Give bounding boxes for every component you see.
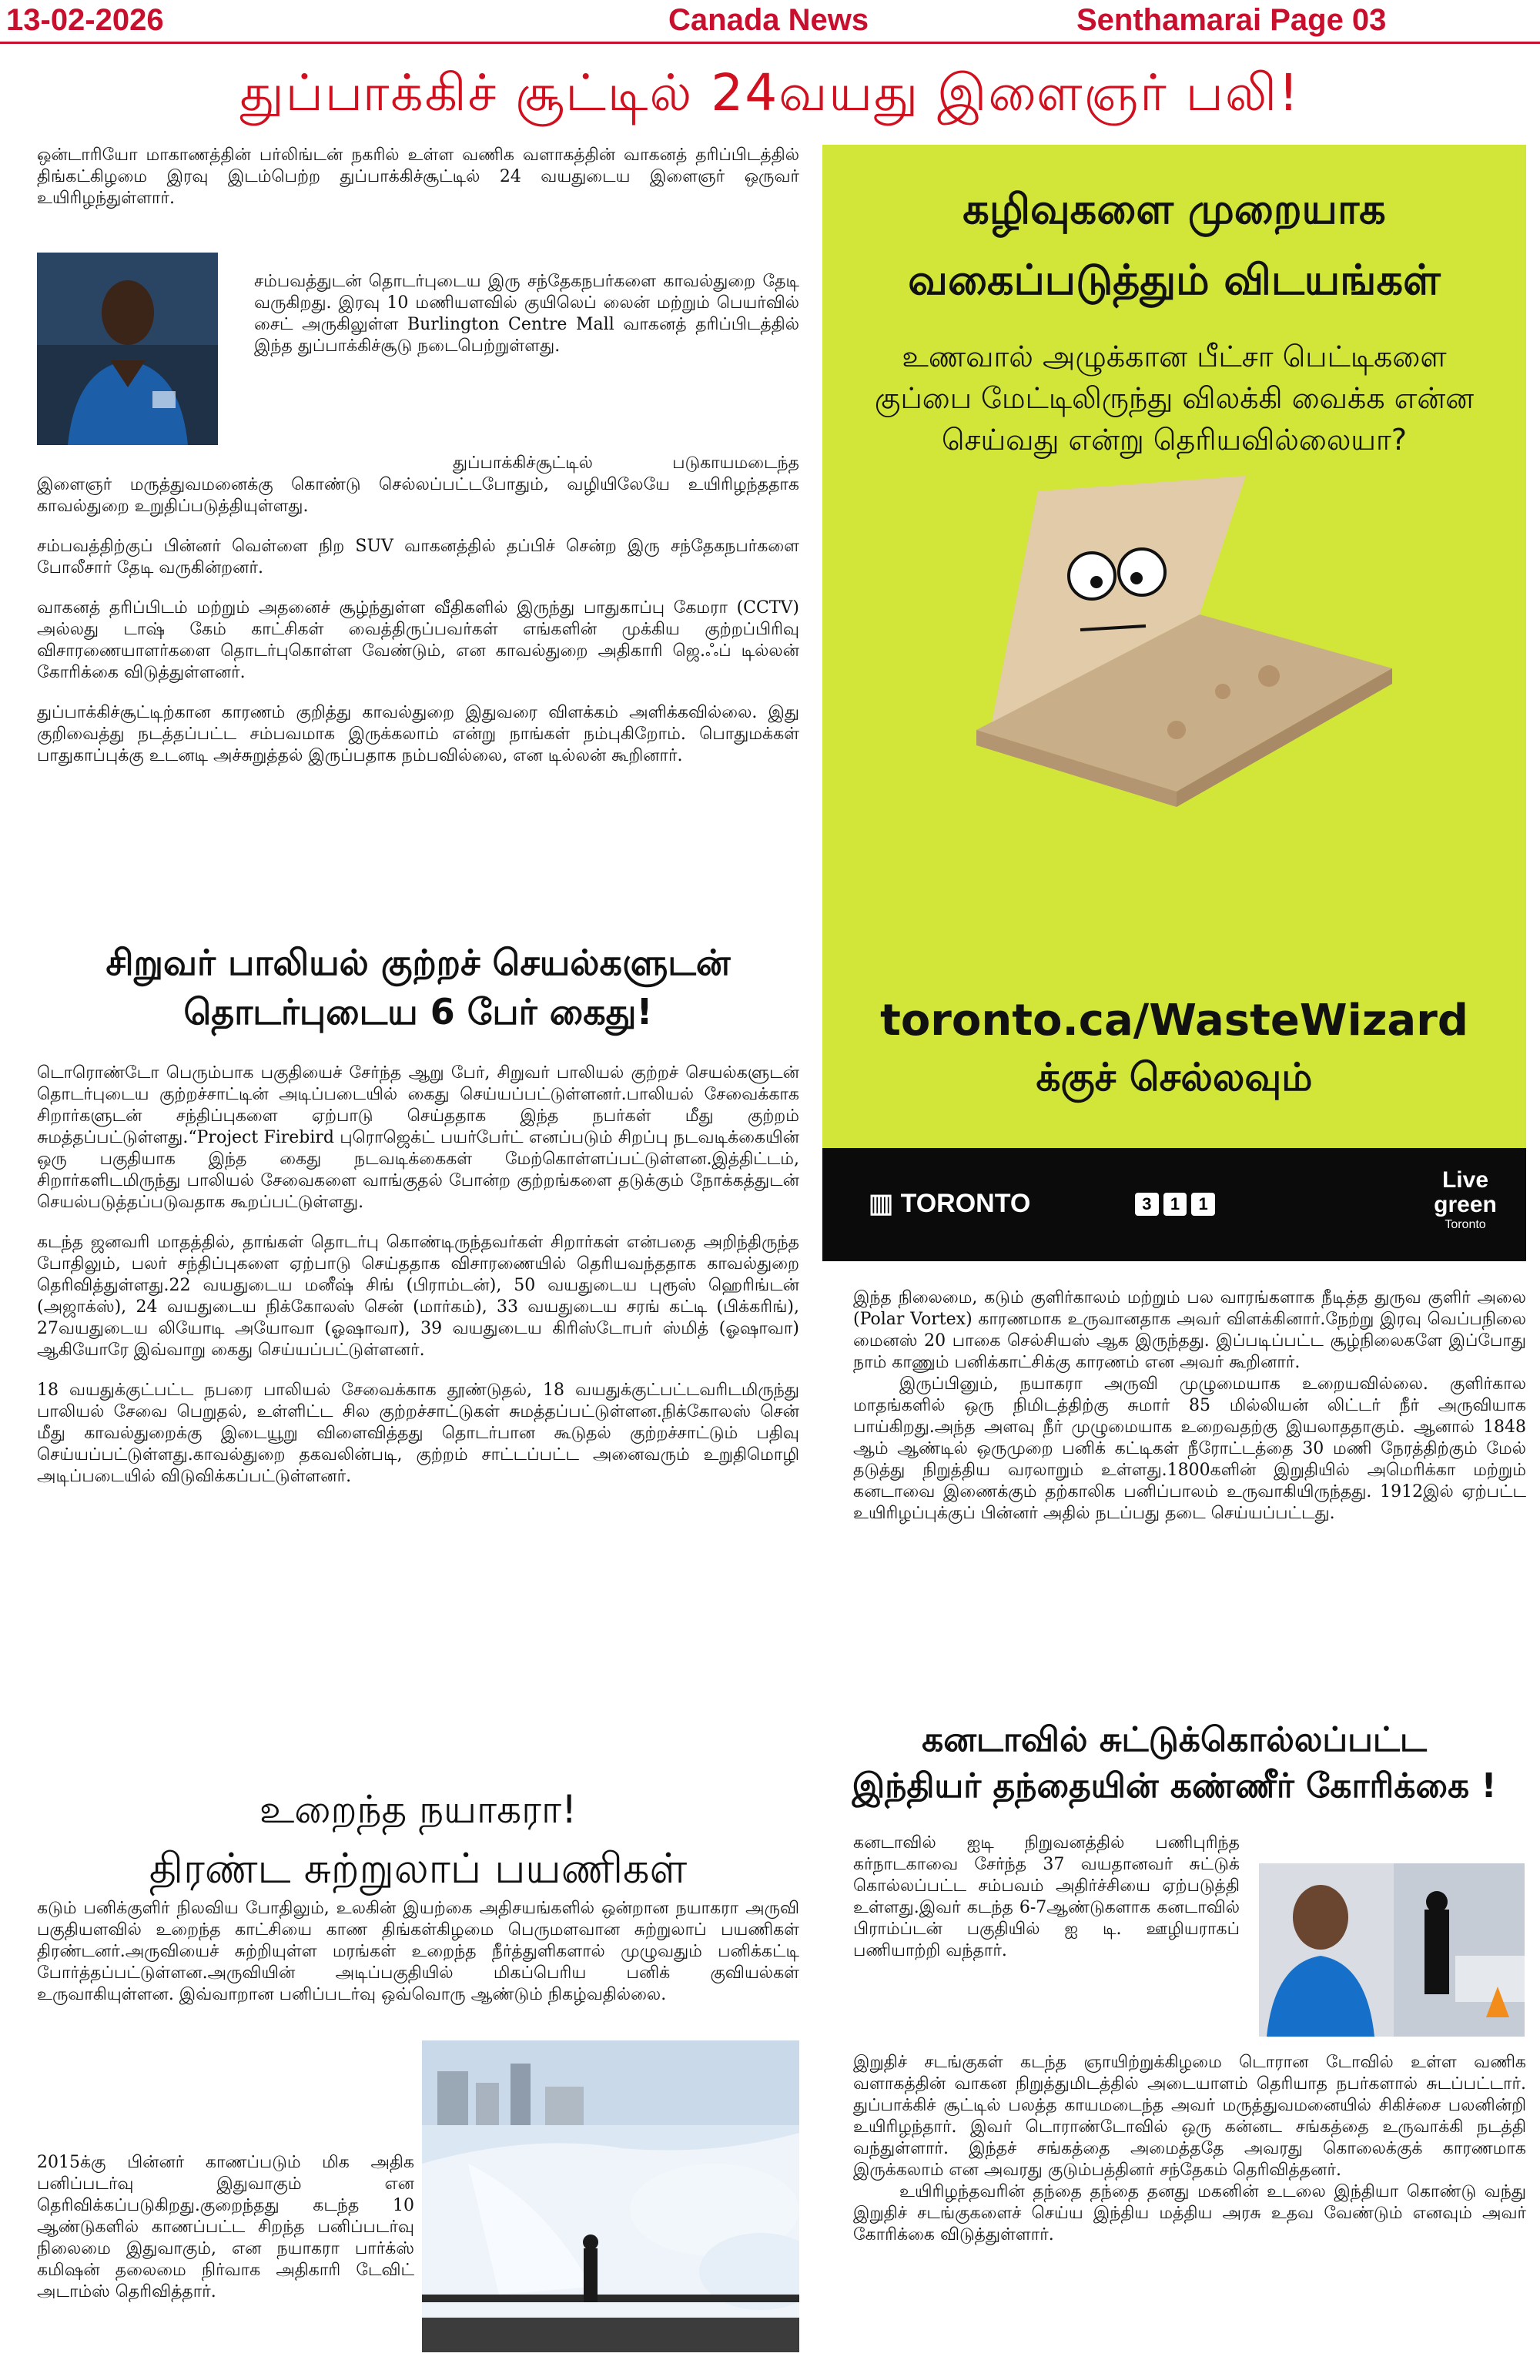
ad-title-line1: கழிவுகளை முறையாக xyxy=(962,185,1386,233)
article1-intro-text: ஒன்டாரியோ மாகாணத்தின் பர்லிங்டன் நகரில் உள்ள வணிக வளாகத்தின் வாகனத் தரிப்பிடத்தில் திங்கட்கிழமை இரவு இடம்பெற்ற துப்பாக்கிச்சூட்டில் 24 வயதுடைய இளைஞர் ஒருவர் உயிரிழந்துள்ளார். xyxy=(37,146,799,208)
article1-p5-text: துப்பாக்கிச்சூட்டிற்கான காரணம் குறித்து காவல்துறை இதுவரை விளக்கம் அளிக்கவில்லை. இது குறிவைத்து நடத்தப்பட்ட சம்பவமாக இருக்கலாம் என்று நாங்கள் நம்புகிறோம். பொதுமக்கள் பாதுகாப்புக்கு உடனடி அச்சுறுத்தல் இருப்பதாக நம்பவில்லை, என டில்லன் கூறினார். xyxy=(37,703,799,765)
logo-311-digit: 1 xyxy=(1163,1193,1187,1216)
article5-body xyxy=(853,2052,1526,2379)
article3-p2 xyxy=(37,2152,414,2329)
section-name: Canada News xyxy=(668,3,869,37)
article1-p1-text: சம்பவத்துடன் தொடர்புடைய இரு சந்தேகநபர்களை காவல்துறை தேடி வருகிறது. இரவு 10 மணியளவில் குயிலெப் லைன் மற்றும் பெயர்வில் சைட் அருகிலுள்ள Burlington Centre Mall வாகனத் தரிப்பிடத்தில் இந்த துப்பாக்கிச்சூடு நடைபெற்றுள்ளது. xyxy=(254,272,799,356)
article3-p2-text: 2015க்கு பின்னர் காணப்படும் மிக அதிக பனிப்படர்வு இதுவாகும் என தெரிவிக்கப்படுகிறது.குறைந்தது கடந்த 10 ஆண்டுகளில் காணப்பட்ட சிறந்த பனிப்படர்வு நிலைமை இதுவாகும், என நயாகரா பார்க்ஸ் கமிஷன் தலைமை நிர்வாக அதிகாரி டேவிட் அடாம்ஸ் தெரிவித்தார். xyxy=(37,2153,414,2301)
article2-p2-text: கடந்த ஜனவரி மாதத்தில், தாங்கள் தொடர்பு கொண்டிருந்தவர்கள் சிறார்கள் என்பதை அறிந்திருந்த போதிலும், பலர் சந்திப்புகளை ஏற்பாடு செய்ததாக விசாரணையில் தெரியவந்ததாக காவல்துறை தெரிவித்துள்ளது.22 வயதுடைய மனீஷ் சிங் (பிராம்டன்), 50 வயதுடைய புரூஸ் ஹெரிங்டன் (அஜாக்ஸ்), 24 வயதுடைய நிக்கோலஸ் சென் (மார்கம்), 33 வயதுடைய சரங் கட்டி (பிக்கரிங்), 27வயதுடைய லியோடி அயோவா (ஓஷாவா), 39 வயதுடைய கிரிஸ்டோபர் ஸ்மித் (ஓஷாவா) ஆகியோரே இவ்வாறு கைது செய்யப்பட்டுள்ளனர். xyxy=(37,1233,799,1360)
ad-subtitle: உணவால் அழுக்கான பீட்சா பெட்டிகளை குப்பை மேட்டிலிருந்து விலக்கி வைக்க என்ன செய்வது என்று தெரியவில்லையா? xyxy=(874,340,1475,457)
logo-311-digit: 3 xyxy=(1135,1193,1159,1216)
article3-p1-text: கடும் பனிக்குளிர் நிலவிய போதிலும், உலகின் இயற்கை அதிசயங்களில் ஒன்றான நயாகரா அருவி பகுதியளவில் உறைந்த காட்சியை காண திங்கள்கிழமை பெருமளவான சுற்றுலாப் பயணிகள் திரண்டனர்.அருவியைச் சுற்றியுள்ள மரங்கள் உறைந்த நீர்த்துளிகளால் முழுவதும் பனிக்கட்டி போர்த்தப்பட்டுள்ளன.அருவியின் அடிப்பகுதியில் மிகப்பெரிய பனிக் குவியல்கள் உருவாகியுள்ளன. இவ்வாறான பனிப்படர்வு ஒவ்வொரு ஆண்டும் நிகழ்வதில்லை. xyxy=(37,1899,799,2004)
article1-p2-text: துப்பாக்கிச்சூட்டில் படுகாயமடைந்த இளைஞர் மருத்துவமனைக்கு கொண்டு செல்லப்பட்டபோதும், வழியிலேயே உயிரிழந்ததாக காவல்துறை உறுதிப்படுத்தியுள்ளது. xyxy=(37,454,799,516)
article4-p1-text: இந்த நிலைமை, கடும் குளிர்காலம் மற்றும் பல வாரங்களாக நீடித்த துருவ குளிர் அலை (Polar Vortex) காரணமாக உருவானதாக அவர் விளக்கினார்.நேற்று இரவு வெப்பநிலை மைனஸ் 20 பாகை செல்சியஸ் ஆக இருந்தது. இப்படிப்பட்ட சூழ்நிலைகளே இப்போது நாம் காணும் பனிக்காட்சிக்கு காரணம் என அவர் கூறினார். xyxy=(853,1288,1526,1372)
article5-victim-photo xyxy=(1259,1863,1525,2037)
article5-p3-text: உயிரிழந்தவரின் தந்தை தந்தை தனது மகனின் உடலை இந்தியா கொண்டு வந்து இறுதிச் சடங்குகளைச் செய்ய இந்திய மத்திய அரசு உதவ வேண்டும் எனவும் அவர் கோரிக்கை விடுத்துள்ளார். xyxy=(853,2182,1526,2244)
live-green-live: Live xyxy=(1441,1167,1489,1193)
toronto-logo xyxy=(869,1187,1030,1220)
article1-p1 xyxy=(254,271,799,473)
ad-footer xyxy=(822,1148,1526,1261)
toronto-logo-text: TORONTO xyxy=(900,1189,1031,1218)
article1-body xyxy=(37,453,799,984)
article4-p2-text: இருப்பினும், நயாகரா அருவி முழுமையாக உறையவில்லை. குளிர்கால மாதங்களில் ஒரு நிமிடத்திற்கு சுமார் 85 மில்லியன் லிட்டர் நீர் அருவியாக பாய்கிறது.அந்த அளவு நீர் முழுமையாக உறைவதற்கு இயலாததாகும். ஆனால் 1848 ஆம் ஆண்டில் ஒருமுறை பனிக் கட்டிகள் நீரோட்டத்தை 30 மணி நேரத்திற்கும் மேல் தடுத்து நிறுத்திய வரலாறும் உள்ளது.1800களின் இறுதியில் அமெரிக்கா மற்றும் கனடாவை இணைக்கும் தற்காலிக பனிப்பாலம் உருவாகியிருந்தது. 1912இல் ஏற்பட்ட உயிரிழப்புக்குப் பின்னர் அதில் நடப்பது தடை செய்யப்பட்டது. xyxy=(853,1374,1526,1523)
live-green-green: green xyxy=(1434,1192,1497,1217)
ad-url[interactable]: toronto.ca/WasteWizard xyxy=(880,996,1468,1046)
city-hall-icon: ▥ xyxy=(869,1189,901,1218)
article5-p2-text: இறுதிச் சடங்குகள் கடந்த ஞாயிற்றுக்கிழமை டொரான டோவில் உள்ள வணிக வளாகத்தின் வாகன நிறுத்துமிடத்தில் அடையாளம் தெரியாத நபர்களால் சுடப்பட்டார். துப்பாக்கிச் சூட்டில் பலத்த காயமடைந்த அவர் மருத்துவமனையில் சிகிச்சை பலனின்றி உயிரிழந்தார். இவர் டொராண்டோவில் ஒரு கன்னட சங்கத்தை உருவாக்கி நடத்தி வந்துள்ளார். இந்தச் சங்கத்தை அமைத்ததே அவரது கொலைக்குக் காரணமாக இருக்கலாம் என அவரது குடும்பத்தினர் சந்தேகம் தெரிவித்தனர். xyxy=(853,2053,1526,2180)
live-green-logo xyxy=(1423,1168,1508,1233)
ad-url-suffix: க்குச் செல்லவும் xyxy=(1036,1055,1313,1100)
article2-headline-line1: சிறுவர் பாலியல் குற்றச் செயல்களுடன் xyxy=(105,942,731,983)
ad-title xyxy=(822,174,1526,316)
page-label: Senthamarai Page 03 xyxy=(1076,3,1387,37)
main-headline: துப்பாக்கிச் சூட்டில் 24வயது இளைஞர் பலி! xyxy=(239,63,1301,122)
niagara-frozen-photo xyxy=(422,2040,799,2352)
waste-wizard-ad[interactable] xyxy=(822,145,1526,1261)
article5-p1 xyxy=(853,1833,1240,2033)
issue-date: 13-02-2026 xyxy=(6,3,164,37)
article2-p3-text: 18 வயதுக்குட்பட்ட நபரை பாலியல் சேவைக்காக தூண்டுதல், 18 வயதுக்குட்பட்டவரிடமிருந்து பாலியல் சேவை பெறுதல், உள்ளிட்ட சில குற்றச்சாட்டுகள் சுமத்தப்பட்டுள்ளன.நிக்கோலஸ் சென் மீது காவல்துறைக்கு இடையூறு விளைவித்தது தொடர்பான கூடுதல் குற்றச்சாட்டும் பதிவு செய்யப்பட்டுள்ளது.காவல்துறை தகவலின்படி, குற்றம் சாட்டப்பட்ட அனைவரும் உறுதிமொழி அடிப்படையில் விடுவிக்கப்பட்டுள்ளனர். xyxy=(37,1381,799,1486)
live-green-city: Toronto xyxy=(1445,1218,1486,1231)
article1-p4-text: வாகனத் தரிப்பிடம் மற்றும் அதனைச் சூழ்ந்துள்ள வீதிகளில் இருந்து பாதுகாப்பு கேமரா (CCTV) அல்லது டாஷ் கேம் காட்சிகள் வைத்திருப்பவர்கள் எங்களின் முக்கிய குற்றப்பிரிவு விசாரணையாளர்களை தொடர்புகொள்ள வேண்டும், என காவல்துறை அதிகாரி ஜெ.ஃப் டில்லன் கோரிக்கை விடுத்துள்ளனர். xyxy=(37,598,799,682)
header-rule xyxy=(0,42,1540,44)
pizza-box-illustration xyxy=(946,476,1408,807)
ad-title-line2: வகைப்படுத்தும் விடயங்கள் xyxy=(908,256,1441,304)
article4-body xyxy=(853,1287,1526,1688)
article5-headline-line1: கனடாவில் சுட்டுக்கொல்லப்பட்ட xyxy=(922,1720,1427,1759)
logo-311 xyxy=(1135,1193,1215,1216)
article3-headline-line1: உறைந்த நயாகரா! xyxy=(259,1787,578,1832)
article2-headline-line2: தொடர்புடைய 6 பேர் கைது! xyxy=(183,991,653,1033)
article1-intro xyxy=(37,145,799,246)
article3-p1 xyxy=(37,1898,799,2037)
article5-headline-line2: இந்தியர் தந்தையின் கண்ணீர் கோரிக்கை ! xyxy=(852,1766,1497,1806)
article2-body xyxy=(37,1063,799,1740)
article5-p1-text: கனடாவில் ஐடி நிறுவனத்தில் பணிபுரிந்த கர்நாடகாவை சேர்ந்த 37 வயதானவர் சுட்டுக் கொல்லப்பட்ட சம்பவம் அதிர்ச்சியை ஏற்படுத்தி உள்ளது.இவர் கடந்த 6-7ஆண்டுகளாக கனடாவில் பிராம்ப்டன் பகுதியில் ஐ டி. ஊழியராகப் பணியாற்றி வந்தார். xyxy=(853,1833,1240,1960)
article2-p1-text: டொரொண்டோ பெரும்பாக பகுதியைச் சேர்ந்த ஆறு பேர், சிறுவர் பாலியல் குற்றச் செயல்களுடன் தொடர்புடைய குற்றச்சாட்டின் அடிப்படையில் கைது செய்யப்பட்டுள்ளனர்.பாலியல் சேவைக்காக சிறார்களுடன் சந்திப்புகளை ஏற்பாடு செய்ததாக இந்த நபர்கள் மீது குற்றம் சுமத்தப்பட்டுள்ளது.“Project Firebird புரொஜெக்ட் பயர்பேர்ட் எனப்படும் சிறப்பு நடவடிக்கையின் ஒரு பகுதியாக இந்த கைது நடவடிக்கைகள் மேற்கொள்ளப்பட்டுள்ளன.இத்திட்டம், சிறார்களிடமிருந்து பாலியல் சேவைகளை வாங்குதல் போன்ற குற்றங்களை தடுக்கும் நோக்கத்துடன் செயல்படுத்தப்படுவதாக கூறப்பட்டுள்ளது. xyxy=(37,1063,799,1212)
article3-p1-cont xyxy=(37,2040,414,2125)
article1-victim-photo xyxy=(37,253,218,445)
article3-headline-line2: திரண்ட சுற்றுலாப் பயணிகள் xyxy=(149,1844,688,1893)
logo-311-digit: 1 xyxy=(1191,1193,1215,1216)
article1-p3-text: சம்பவத்திற்குப் பின்னர் வெள்ளை நிற SUV வாகனத்தில் தப்பிச் சென்ற இரு சந்தேகநபர்களை போலீசார் தேடி வருகின்றனர். xyxy=(37,537,799,577)
